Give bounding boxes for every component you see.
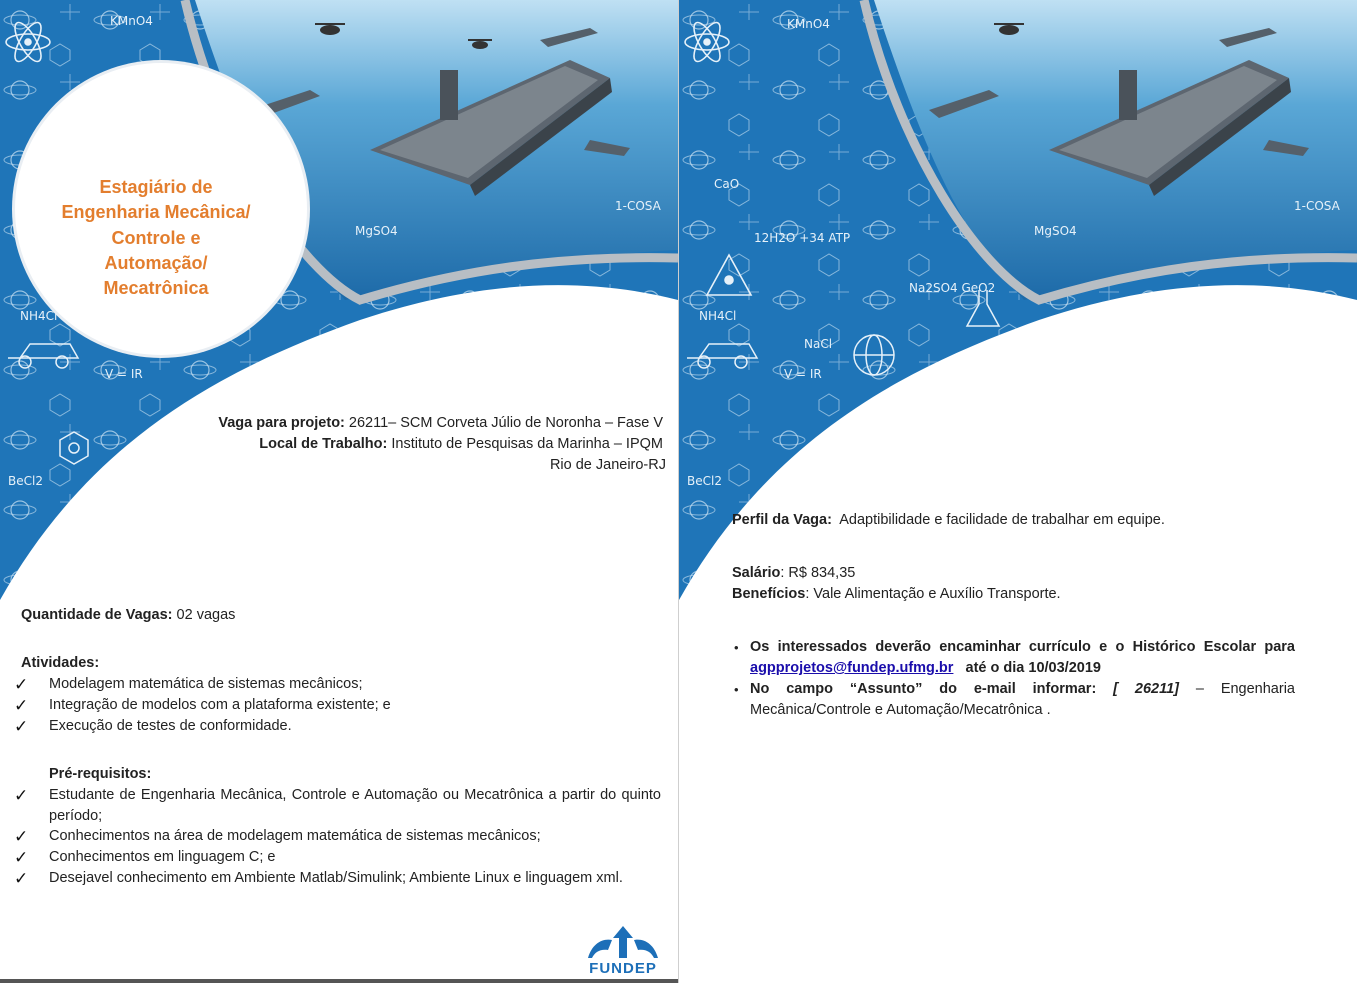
- list-item: Desejavel conhecimento em Ambiente Matlab/Simulink; Ambiente Linux e linguagem xml.: [49, 870, 623, 886]
- beneficios-line: Benefícios: Vale Alimentação e Auxílio Transporte.: [732, 586, 1061, 602]
- fundep-logo: [578, 922, 668, 978]
- svg-text:MgSO4: MgSO4: [355, 224, 398, 238]
- list-item: Estudante de Engenharia Mecânica, Controle e Automação ou Mecatrônica a partir do quinto período;: [49, 787, 661, 824]
- title-line: Mecatrônica: [103, 278, 209, 299]
- bullet-2-text: [750, 679, 1295, 721]
- assunto-text: No campo “Assunto” do e-mail informar:: [750, 681, 1097, 697]
- check-icon: ✓: [14, 848, 29, 867]
- svg-text:KMnO4: KMnO4: [787, 17, 830, 31]
- right-page: [679, 0, 1357, 983]
- list-item: Conhecimentos na área de modelagem matemática de sistemas mecânicos;: [49, 828, 541, 844]
- bottom-bar: [0, 979, 678, 983]
- beneficios-value: Vale Alimentação e Auxílio Transporte.: [813, 586, 1061, 602]
- quantidade-line: [21, 605, 235, 626]
- title-line: Estagiário de: [99, 177, 213, 197]
- svg-text:MgSO4: MgSO4: [1034, 224, 1077, 238]
- quantidade-label: Quantidade de Vagas:: [21, 607, 173, 623]
- logo-text: FUNDEP: [589, 960, 657, 977]
- svg-text:1-COSA: 1-COSA: [1294, 199, 1340, 213]
- bullet-icon: •: [734, 640, 739, 655]
- svg-text:NH4Cl: NH4Cl: [20, 309, 58, 323]
- check-icon: ✓: [14, 786, 29, 805]
- svg-text:CaO: CaO: [714, 177, 740, 191]
- bullet-1-text: Os interessados deverão encaminhar currículo e o Histórico Escolar para: [750, 639, 1295, 655]
- title-line: Automação/: [104, 252, 208, 273]
- local-line: [259, 434, 663, 455]
- list-item: Modelagem matemática de sistemas mecânicos;: [49, 676, 363, 692]
- list-item: Execução de testes de conformidade.: [49, 718, 292, 734]
- beneficios-label: Benefícios: [732, 586, 806, 602]
- svg-text:BeCl2: BeCl2: [687, 474, 722, 488]
- check-icon: ✓: [14, 827, 29, 846]
- svg-text:Na2SO4 GeO2: Na2SO4 GeO2: [909, 281, 996, 295]
- projeto-label: Vaga para projeto:: [218, 415, 345, 431]
- svg-text:NaCl: NaCl: [804, 337, 833, 351]
- title-line: Engenharia Mecânica/: [61, 202, 251, 223]
- atividades-heading: Atividades:: [21, 655, 100, 671]
- salario-line: Salário: R$ 834,35: [732, 565, 856, 581]
- svg-text:V = IR: V = IR: [784, 367, 822, 381]
- perfil-label: Perfil da Vaga:: [732, 512, 832, 528]
- list-item: Integração de modelos com a plataforma existente; e: [49, 697, 391, 713]
- check-icon: ✓: [14, 696, 29, 715]
- assunto-code: [ 26211]: [1113, 681, 1179, 697]
- salario-value: R$ 834,35: [788, 565, 856, 581]
- svg-text:KMnO4: KMnO4: [110, 14, 153, 28]
- local-value: Instituto de Pesquisas da Marinha – IPQM: [391, 436, 663, 452]
- local-label: Local de Trabalho:: [259, 436, 388, 452]
- bullet-1-line2: [750, 658, 1101, 679]
- salario-label: Salário: [732, 565, 781, 581]
- title-line: Controle e: [111, 227, 201, 248]
- assunto-subject: – Engenharia Mecânica/Controle e Automação/Mecatrônica .: [750, 681, 1295, 718]
- check-icon: ✓: [14, 675, 29, 694]
- perfil-value: Adaptibilidade e facilidade de trabalhar em equipe.: [839, 512, 1165, 528]
- svg-text:BeCl2: BeCl2: [8, 474, 43, 488]
- prerequisitos-heading: Pré-requisitos:: [49, 766, 152, 782]
- svg-text:12H2O +34 ATP: 12H2O +34 ATP: [754, 231, 851, 245]
- projeto-value: 26211– SCM Corveta Júlio de Noronha – Fase V: [348, 415, 663, 431]
- svg-text:1-COSA: 1-COSA: [615, 199, 661, 213]
- local-city: Rio de Janeiro-RJ: [549, 457, 666, 473]
- quantidade-value: 02 vagas: [176, 607, 236, 623]
- check-icon: ✓: [14, 717, 29, 736]
- deadline-text: até o dia 10/03/2019: [965, 660, 1101, 676]
- fundep-logo-icon: [578, 922, 668, 962]
- email-link[interactable]: agpprojetos@fundep.ufmg.br: [750, 660, 954, 676]
- perfil-line: [732, 510, 1165, 531]
- projeto-line: [218, 413, 663, 434]
- svg-text:V = IR: V = IR: [105, 367, 143, 381]
- list-item: Conhecimentos em linguagem C; e: [49, 849, 276, 865]
- left-page: [0, 0, 678, 983]
- bullet-icon: •: [734, 682, 739, 697]
- check-icon: ✓: [14, 869, 29, 888]
- svg-text:NH4Cl: NH4Cl: [699, 309, 737, 323]
- job-title: [40, 175, 272, 301]
